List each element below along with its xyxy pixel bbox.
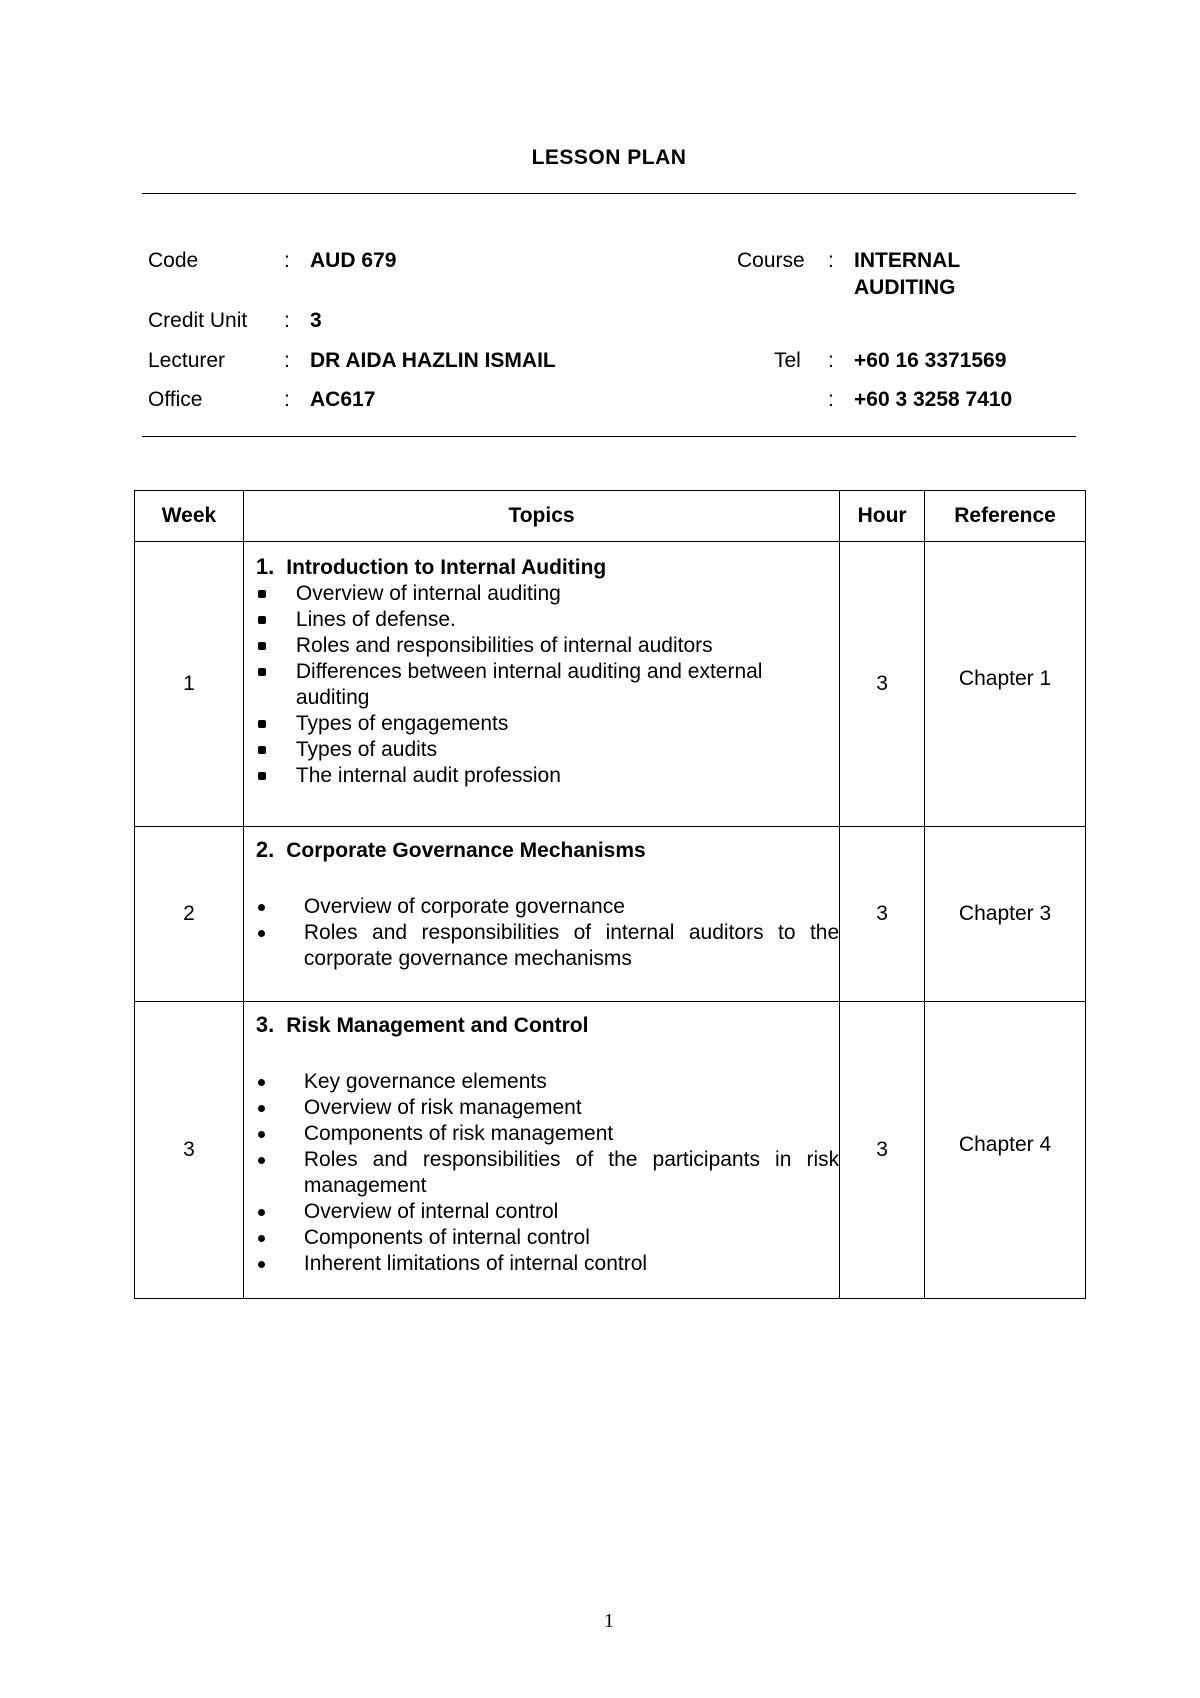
list-item: Roles and responsibilities of the participants in risk management [303,1148,840,1197]
course-value-line1: INTERNAL [854,249,961,272]
topics-cell [243,827,839,1002]
code-label: Code [148,249,199,272]
list-item: Overview of risk management [303,1096,582,1119]
hour-cell: 3 [840,542,925,827]
office-label: Office [148,388,203,411]
table-row [135,1002,1086,1299]
course-label: Course [737,249,805,272]
header-topics: Topics [243,491,839,542]
topic-number: 3. [255,1012,275,1037]
tel-colon: : [828,349,834,372]
list-item: Lines of defense. [295,608,456,631]
top-divider [142,193,1076,194]
table-header-row [135,491,1086,542]
topic-heading [256,554,839,581]
course-value-line2: AUDITING [854,276,956,299]
list-item: Overview of internal control [303,1200,559,1223]
topic-list [256,1069,839,1277]
lesson-table [134,490,1086,1299]
lecturer-colon: : [284,349,290,372]
bottom-divider [142,436,1076,437]
topic-heading [256,1012,839,1039]
header-week: Week [135,491,244,542]
week-cell: 2 [135,827,244,1002]
topics-cell [243,542,839,827]
list-item: The internal audit profession [295,764,561,787]
list-item: Components of internal control [303,1226,590,1249]
topic-list [256,581,839,789]
topic-title: Corporate Governance Mechanisms [286,839,646,862]
list-item: Components of risk management [303,1122,614,1145]
reference-cell: Chapter 4 [925,1002,1086,1299]
credit-unit-colon: : [284,309,290,332]
page-title: LESSON PLAN [531,146,687,169]
list-item: Overview of internal auditing [295,582,561,605]
office-colon: : [284,388,290,411]
code-value: AUD 679 [310,249,397,272]
topic-heading [256,837,839,864]
reference-cell: Chapter 1 [925,542,1086,827]
topic-title: Introduction to Internal Auditing [286,556,607,579]
tel-label: Tel [774,349,801,372]
tel-value-1: +60 16 3371569 [854,349,1007,372]
list-item: Roles and responsibilities of internal auditors [295,634,713,657]
topics-cell [243,1002,839,1299]
table-row [135,827,1086,1002]
header-reference: Reference [925,491,1086,542]
credit-unit-label: Credit Unit [148,309,248,332]
hour-cell: 3 [840,1002,925,1299]
office-value: AC617 [310,388,376,411]
list-item: Types of engagements [295,712,509,735]
header-hour: Hour [840,491,925,542]
page-number: 1 [604,1610,614,1632]
list-item: Overview of corporate governance [303,895,625,918]
list-item: Inherent limitations of internal control [303,1252,648,1275]
topic-list [256,894,839,972]
week-cell: 3 [135,1002,244,1299]
list-item: Differences between internal auditing and external auditing [295,660,763,709]
hour-cell: 3 [840,827,925,1002]
credit-unit-value: 3 [310,309,322,332]
tel-value-2: +60 3 3258 7410 [854,388,1013,411]
list-item: Roles and responsibilities of internal auditors to the corporate governance mechanisms [303,921,840,970]
tel-colon-2: : [828,388,834,411]
topic-number: 1. [255,554,275,579]
course-colon: : [828,249,834,272]
list-item: Types of audits [295,738,438,761]
week-cell: 1 [135,542,244,827]
topic-title: Risk Management and Control [286,1014,589,1037]
reference-cell: Chapter 3 [925,827,1086,1002]
topic-number: 2. [255,837,275,862]
lecturer-value: DR AIDA HAZLIN ISMAIL [310,349,556,372]
list-item: Key governance elements [303,1070,547,1093]
lecturer-label: Lecturer [148,349,226,372]
table-row [135,542,1086,827]
code-colon: : [284,249,290,272]
